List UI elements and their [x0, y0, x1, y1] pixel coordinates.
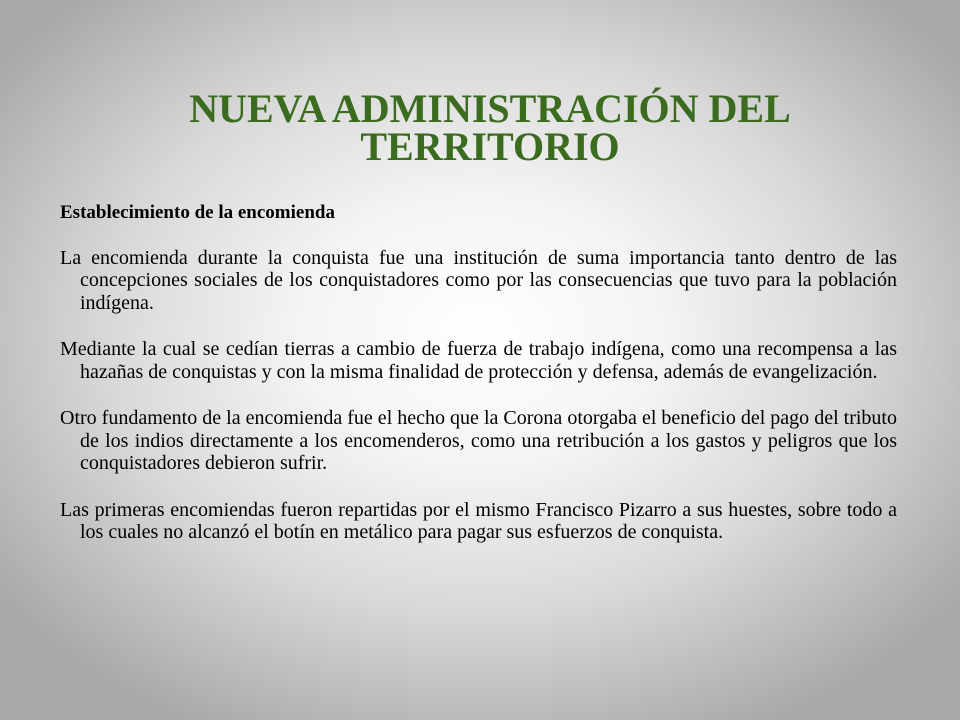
paragraph-1: La encomienda durante la conquista fue una institución de suma importancia tanto dentro de las concepciones sociales de los conquistadores como por las consecuencias que tuvo para la población indígena. [60, 246, 897, 314]
paragraph-2: Mediante la cual se cedían tierras a cambio de fuerza de trabajo indígena, como una recompensa a las hazañas de conquistas y con la misma finalidad de protección y defensa, además de evangelización. [60, 338, 897, 383]
slide-title-line-2: TERRITORIO [360, 124, 620, 169]
slide-title [100, 86, 880, 169]
section-subtitle: Establecimiento de la encomienda [60, 202, 335, 223]
slide-body [60, 202, 897, 568]
paragraph-4: Las primeras encomiendas fueron repartidas por el mismo Francisco Pizarro a sus huestes, sobre todo a los cuales no alcanzó el botín en metálico para pagar sus esfuerzos de conquista. [60, 498, 897, 543]
slide-title-line-1: NUEVA ADMINISTRACIÓN DEL [189, 86, 791, 131]
paragraph-3: Otro fundamento de la encomienda fue el hecho que la Corona otorgaba el beneficio del pago del tributo de los indios directamente a los encomenderos, como una retribución a los gastos y peligros que los conquistadores debieron sufrir. [60, 407, 897, 474]
